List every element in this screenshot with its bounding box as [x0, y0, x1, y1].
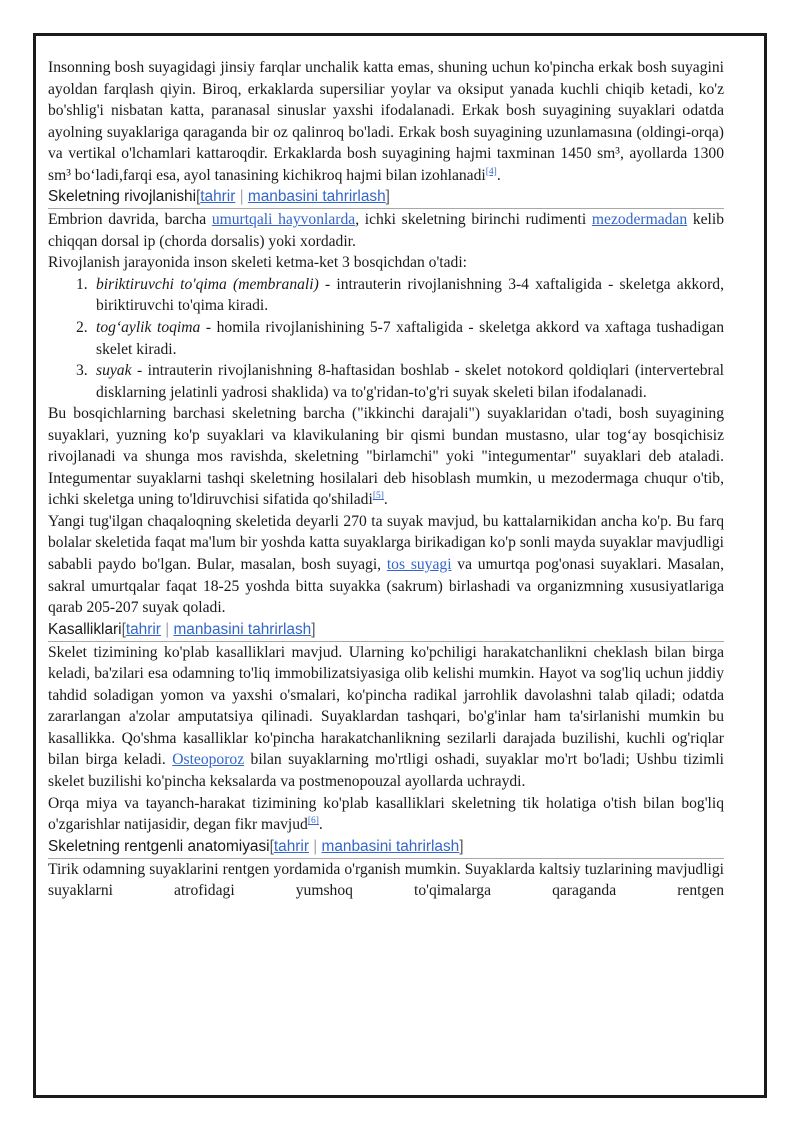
development-paragraph-1: Embrion davrida, barcha umurtqali hayvonlarda, ichki skeletning birinchi rudimenti mezodermadan kelib chiqqan dorsal ip (chorda dorsalis) yoki xordadir.: [48, 211, 724, 250]
heading-diseases-title: Kasalliklari: [48, 620, 122, 638]
heading-xray-title: Skeletning rentgenli anatomiyasi: [48, 837, 270, 855]
edit-link[interactable]: tahrir: [125, 620, 161, 638]
heading-diseases: Kasalliklari[tahrir | manbasini tahrirlash]: [48, 619, 724, 642]
link-mezodermadan[interactable]: mezodermadan: [591, 211, 688, 229]
diseases-paragraph-2: Orqa miya va tayanch-harakat tizimining ko'plab kasalliklari skeletning tik holatiga o'tish bilan bog'liq o'zgarishlar natijasidir, degan fikr mavjud[6].: [48, 794, 724, 834]
list-item: 1. biriktiruvchi to'qima (membranali) - intrauterin rivojlanishning 3-4 xaftaligida - skeletga akkord, biriktiruvchi to'qima kiradi.: [76, 275, 724, 315]
xray-paragraph-1: Tirik odamning suyaklarini rentgen yordamida o'rganish mumkin. Suyaklarda kaltsiy tuzlarining mavjudligi suyaklarni atrofidagi yumshoq to'qimalarga qaraganda rentgen: [48, 860, 724, 900]
development-paragraph-2: Rivojlanish jarayonida inson skeleti ketma-ket 3 bosqichdan o'tadi:: [48, 254, 467, 272]
edit-link[interactable]: tahrir: [200, 188, 236, 206]
link-tos-suyagi[interactable]: tos suyagi: [386, 556, 452, 574]
document-body: [48, 57, 724, 902]
edit-source-link[interactable]: manbasini tahrirlash: [247, 188, 386, 206]
edit-source-link[interactable]: manbasini tahrirlash: [173, 620, 312, 638]
intro-paragraph: Insonning bosh suyagidagi jinsiy farqlar unchalik katta emas, shuning uchun ko'pincha erkak bosh suyagini ayoldan farqlash qiyin. Biroq, erkaklarda supersiliar yoylar va oksiput yanada kuchli chiqib ketadi, ko'z bo'shlig'i nisbatan katta, paranasal sinuslar yaxshi ifodalanadi. Erkak bosh suyagining suyaklari odatda ayolning suyaklariga qaraganda bir oz qalinroq bo'ladi. Erkak bosh suyagining uzunlamasına (oldingi-orqa) va vertikal o'lchamlari kattaroqdir. Erkaklarda bosh suyagining hajmi taxminan 1450 sm³, ayollarda 1300 sm³ bo‘ladi,farqi esa, ayol tanasining kichikroq hajmi bilan izohlanadi[4].: [48, 59, 724, 184]
heading-development-title: Skeletning rivojlanishi: [48, 188, 196, 206]
diseases-paragraph-1: Skelet tizimining ko'plab kasalliklari mavjud. Ularning ko'pchiligi harakatchanlikni cheklash bilan birga keladi, ba'zilari esa odamning to'liq immobilizatsiyasiga olib kelishi mumkin. Hayot va sog'liq uchun jiddiy tahdid soladigan yomon va yaxshi o'smalari, ko'pincha radikal jarrohlik davolashni talab qiladi; odatda zararlangan a'zolar amputatsiya qilinadi. Suyaklardan tashqari, bo'g'inlar ham ta'sirlanishi mumkin bu kasallikka. Qo'shma kasalliklar ko'pincha harakatchanlikning sezilarli darajada buzilishi, kuchli og'riqlar bilan birga keladi. Osteoporoz bilan suyaklarning mo'rtligi oshadi, suyaklar mo'rt bo'ladi; Ushbu tizimli skelet buzilishi ko'pincha keksalarda va postmenopouzal ayollarda uchraydi.: [48, 643, 725, 790]
citation-4[interactable]: [4]: [485, 166, 497, 177]
list-item: 2. tog‘aylik toqima - homila rivojlanishining 5-7 xaftaligida - skeletga akkord va xaftaga tushadigan skelet kiradi.: [76, 319, 724, 358]
development-paragraph-4: Yangi tug'ilgan chaqaloqning skeletida deyarli 270 ta suyak mavjud, bu kattalarnikidan ancha ko'p. Bu farq bolalar skeletida faqat ma'lum bir yoshda katta suyaklarga birikadigan ko'p sonli mayda suyaklar mavjudligi sababli paydo bo'lgan. Bular, masalan, bosh suyagi, tos suyagi va umurtqa pog'onasi suyaklari. Masalan, sakral umurtqalar faqat 18-25 yoshda bitta suyakka (sakrum) birlashadi va organizmning xususiyatlariga qarab 205-207 suyak qoladi.: [48, 512, 724, 617]
heading-development: Skeletning rivojlanishi[tahrir | manbasini tahrirlash]: [48, 186, 724, 209]
citation-6[interactable]: [6]: [307, 815, 319, 826]
edit-link[interactable]: tahrir: [273, 837, 309, 855]
list-item: 3. suyak - intrauterin rivojlanishning 8-haftasidan boshlab - skelet notokord qoldiqlari (intervertebral disklarning jelatinli yadrosi shaklida) va to'g'ridan-to'g'ri suyak skeleti bilan ifodalanadi.: [76, 362, 724, 401]
edit-source-link[interactable]: manbasini tahrirlash: [321, 837, 460, 855]
link-umurtqali-hayvonlarda[interactable]: umurtqali hayvonlarda: [211, 211, 356, 229]
link-osteoporoz[interactable]: Osteoporoz: [172, 751, 245, 769]
development-stages-list: [76, 274, 724, 403]
heading-xray: Skeletning rentgenli anatomiyasi[tahrir | manbasini tahrirlash]: [48, 836, 724, 859]
development-paragraph-3: Bu bosqichlarning barchasi skeletning barcha ("ikkinchi darajali") suyaklaridan o'tadi, bosh suyagining suyaklari, yuzning ko'p suyaklari va klavikulaning bir qismi bundan mustasno, ular tog‘ay bosqichisiz rivojlanadi va shunga mos ravishda, skeletning "birlamchi" yoki "integumentar" suyaklari deb ataladi. Integumentar suyaklarni tashqi skeletning hosilalari deb hisoblash mumkin, u mezodermaga chuqur o'tib, ichki skeletga uning to'ldiruvchisi sifatida qo'shiladi[5].: [48, 405, 724, 509]
citation-5[interactable]: [5]: [372, 491, 384, 502]
